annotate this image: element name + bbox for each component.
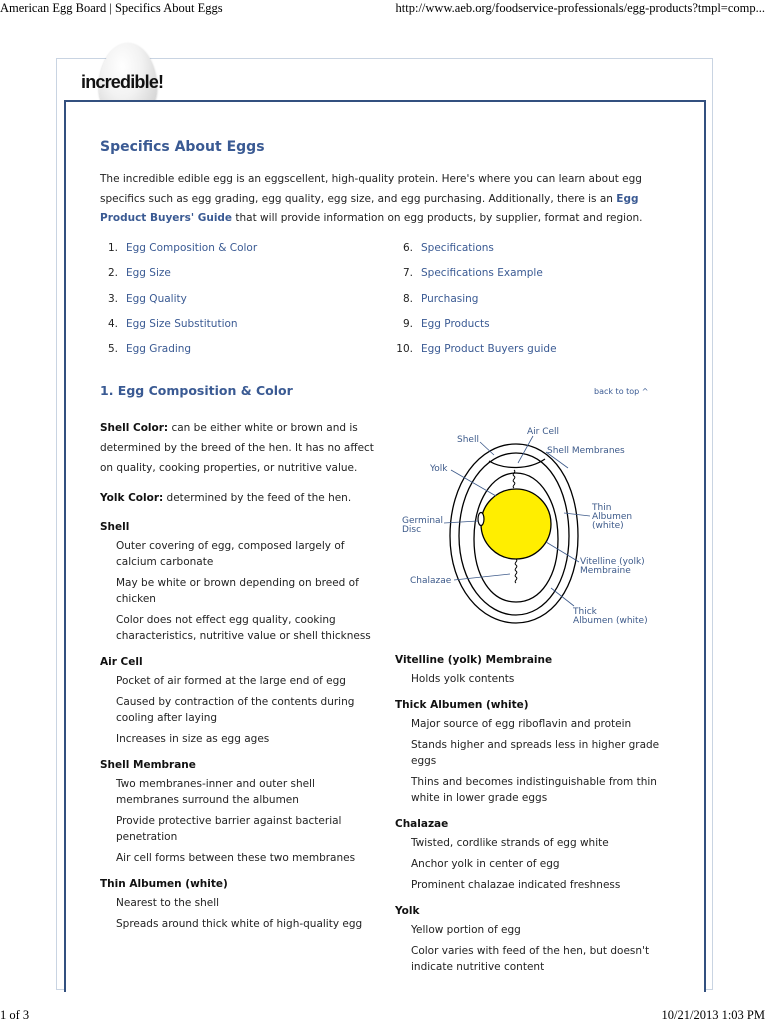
definition-item: Prominent chalazae indicated freshness [411, 879, 621, 891]
toc-link[interactable]: Egg Size [126, 267, 171, 280]
toc-link[interactable]: Egg Products [421, 317, 490, 330]
toc-link[interactable]: Egg Quality [126, 292, 187, 305]
toc-link[interactable]: Specifications [421, 242, 494, 254]
toc-item[interactable] [104, 242, 257, 267]
back-to-top-link[interactable]: back to top ^ [594, 387, 649, 396]
definition-item: Air cell forms between these two membranes [116, 852, 356, 864]
definition-group [100, 654, 380, 747]
right-column [395, 652, 665, 985]
definition-item: Outer covering of egg, composed largely of calcium carbonate [116, 540, 345, 568]
yolk-circle [481, 489, 551, 559]
label-thick-2: Albumen (white) [573, 616, 648, 626]
definition-heading: Vitelline (yolk) Membraine [395, 654, 553, 666]
definition-group [395, 903, 665, 975]
definition-item: Color varies with feed of the hen, but doesn't indicate nutritive content [411, 945, 650, 973]
toc-number: 3. [107, 292, 118, 305]
shell-color-text: Shell Color: can be either white or brown and is determined by the breed of the hen. It has no affect on quality, cooking properties, or nutritive value. [100, 422, 374, 474]
toc-number: 8. [402, 292, 413, 305]
air-cell-leader [518, 436, 533, 463]
toc-item[interactable] [104, 267, 257, 292]
toc-item[interactable] [104, 343, 257, 368]
definition-heading: Air Cell [100, 656, 143, 668]
toc-item[interactable] [395, 318, 557, 343]
definition-heading: Thick Albumen (white) [395, 699, 529, 711]
toc-number: 6. [402, 242, 413, 254]
yolk-color-text: Yolk Color: determined by the feed of the hen. [100, 492, 352, 504]
toc-item[interactable] [104, 293, 257, 318]
label-air-cell: Air Cell [527, 427, 560, 437]
toc-number: 9. [402, 317, 413, 330]
left-groups [100, 519, 380, 932]
toc-link[interactable]: Egg Size Substitution [126, 317, 238, 330]
toc-right-column [395, 242, 557, 368]
label-chalazae: Chalazae [410, 576, 452, 586]
definition-heading: Shell Membrane [100, 759, 196, 771]
egg-diagram [396, 418, 666, 633]
definition-heading: Shell [100, 521, 130, 533]
label-shell-membranes: Shell Membranes [547, 446, 625, 456]
vitelline-leader [546, 542, 579, 562]
page-heading: Specifics About Eggs [100, 139, 265, 155]
definition-item: Spreads around thick white of high-quality egg [116, 918, 363, 930]
definition-item: Major source of egg riboflavin and protein [411, 718, 632, 730]
definition-item: Increases in size as egg ages [116, 733, 270, 745]
toc-item[interactable] [395, 343, 557, 368]
right-groups [395, 652, 665, 975]
definition-group [100, 876, 380, 932]
germinal-leader [444, 521, 478, 523]
definition-item: Stands higher and spreads less in higher grade eggs [411, 739, 660, 767]
germinal-disc [478, 513, 484, 526]
page-count: 1 of 3 [0, 1008, 30, 1022]
definition-item: Color does not effect egg quality, cooking characteristics, nutritive value or shell thickness [116, 614, 371, 642]
definition-group [395, 697, 665, 806]
toc-number: 4. [107, 317, 118, 330]
label-thin-3: (white) [592, 521, 624, 531]
print-datetime: 10/21/2013 1:03 PM [661, 1008, 765, 1022]
label-shell: Shell [457, 435, 479, 445]
brand-logo[interactable]: incredible! [81, 72, 164, 92]
definition-group [395, 652, 665, 687]
thick-albumen-leader [551, 588, 574, 606]
toc-link[interactable]: Egg Product Buyers guide [421, 343, 557, 356]
section-heading: 1. Egg Composition & Color [100, 383, 293, 398]
definition-item: May be white or brown depending on breed of chicken [116, 577, 359, 605]
definition-item: Nearest to the shell [116, 897, 220, 909]
definition-item: Anchor yolk in center of egg [411, 858, 560, 870]
definition-group [100, 519, 380, 644]
definition-item: Thins and becomes indistinguishable from thin white in lower grade eggs [411, 776, 657, 804]
toc-left-column [104, 242, 257, 368]
page-url: http://www.aeb.org/foodservice-professionals/egg-products?tmpl=comp... [395, 1, 765, 15]
toc-item[interactable] [395, 267, 557, 292]
air-cell-line [489, 459, 545, 468]
toc-item[interactable] [395, 293, 557, 318]
label-thin-2: Albumen [592, 512, 633, 522]
label-thick-1: Thick [573, 607, 597, 617]
toc-link[interactable]: Egg Composition & Color [126, 242, 258, 254]
label-germinal-2: Disc [402, 525, 422, 535]
definition-group [100, 757, 380, 866]
left-column [100, 418, 380, 942]
definition-item: Pocket of air formed at the large end of egg [116, 675, 346, 687]
definition-item: Yellow portion of egg [411, 924, 521, 936]
definition-heading: Thin Albumen (white) [100, 878, 228, 890]
chalaza-bottom [515, 559, 517, 583]
definition-heading: Yolk [395, 905, 420, 917]
label-yolk: Yolk [430, 464, 448, 474]
toc-number: 1. [107, 242, 118, 254]
definition-item: Caused by contraction of the contents during cooling after laying [116, 696, 355, 724]
toc-link[interactable]: Purchasing [421, 292, 479, 305]
definition-group [395, 816, 665, 893]
definition-item: Twisted, cordlike strands of egg white [411, 837, 609, 849]
definition-item: Holds yolk contents [411, 673, 515, 685]
label-thin-1: Thin [592, 503, 612, 513]
intro-paragraph: The incredible edible egg is an eggscellent, high-quality protein. Here's where you can learn about egg specifics such as egg grading, egg quality, egg size, and egg purchasing. Additionally, there is an Egg Product Buyers' Guide that will provide information on egg products, by supplier, format and region. [100, 173, 643, 224]
toc-item[interactable] [395, 242, 557, 267]
buyers-guide-link[interactable]: Egg Product Buyers' Guide [100, 192, 639, 224]
toc-number: 2. [107, 267, 118, 280]
definition-item: Two membranes-inner and outer shell membranes surround the albumen [116, 778, 315, 806]
toc-number: 5. [107, 343, 118, 356]
label-germinal-1: Germinal [402, 516, 444, 526]
definition-item: Provide protective barrier against bacterial penetration [116, 815, 342, 843]
toc-number: 10. [396, 343, 413, 356]
toc-link[interactable]: Egg Grading [126, 343, 192, 356]
label-vitelline-1: Vitelline (yolk) [580, 557, 645, 567]
label-vitelline-2: Membraine [580, 566, 631, 576]
toc-item[interactable] [104, 318, 257, 343]
page-title-header: American Egg Board | Specifics About Eggs [0, 1, 223, 15]
toc-link[interactable]: Specifications Example [421, 267, 543, 280]
definition-heading: Chalazae [395, 818, 449, 830]
toc-number: 7. [402, 267, 413, 280]
